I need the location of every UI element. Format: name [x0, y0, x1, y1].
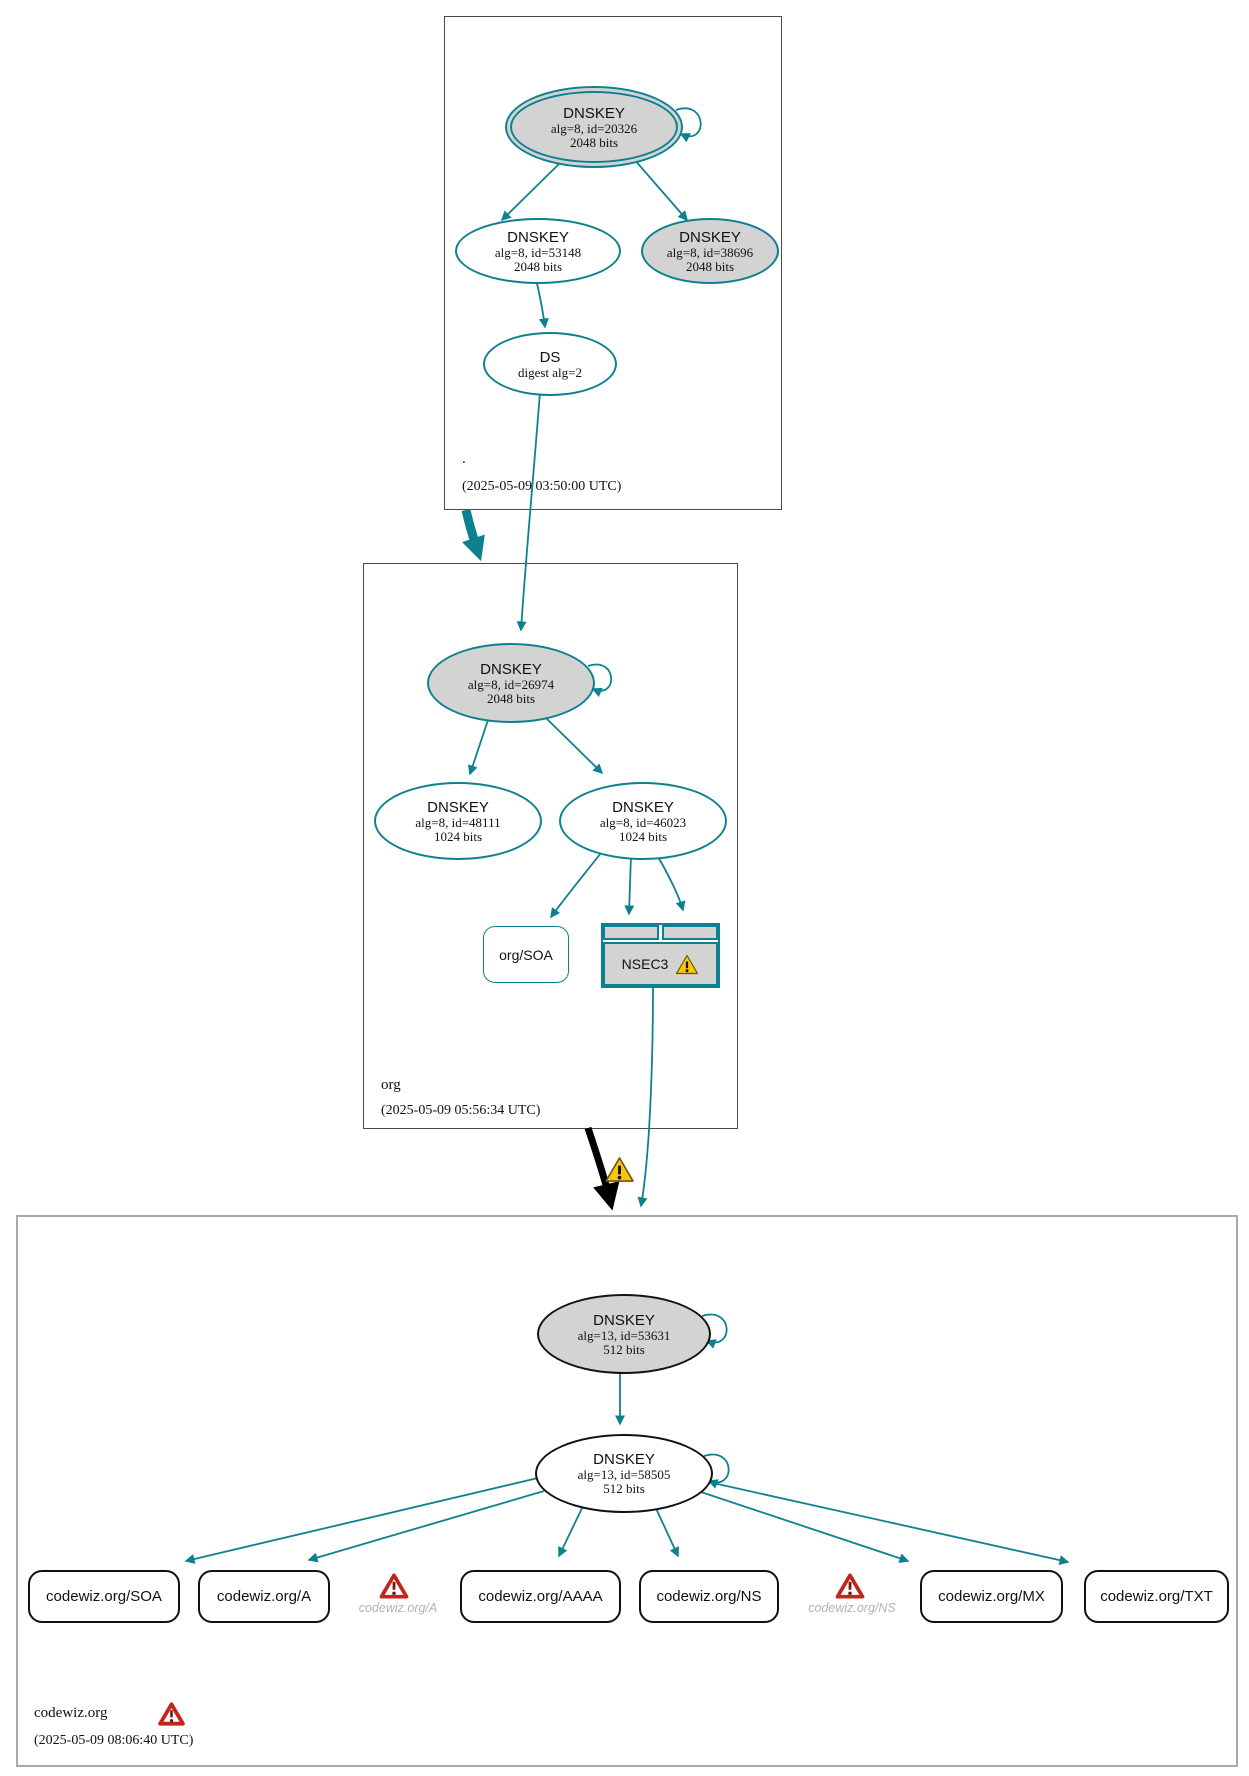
nsec3-cell: [662, 925, 718, 940]
node-title: DNSKEY: [480, 660, 542, 678]
rrset-error-label-a: codewiz.org/A: [358, 1601, 438, 1615]
node-detail: 2048 bits: [569, 134, 619, 150]
node-detail: alg=8, id=38696: [666, 244, 754, 260]
node-title: DNSKEY: [427, 798, 489, 816]
nsec3-label: NSEC3: [621, 956, 669, 972]
rrset-codewiz-ns: codewiz.org/NS: [639, 1570, 779, 1623]
node-detail: alg=8, id=46023: [599, 814, 687, 830]
rrset-codewiz-soa: codewiz.org/SOA: [28, 1570, 180, 1623]
dnskey-node-root-zsk: [455, 218, 621, 284]
zone-timestamp-org: (2025-05-09 05:56:34 UTC): [381, 1103, 541, 1118]
delegation-root-org: [466, 510, 478, 552]
warning-icon: [604, 1156, 635, 1183]
node-detail: alg=8, id=48111: [415, 814, 501, 830]
nsec3-body: [603, 942, 718, 986]
node-title: DNSKEY: [507, 228, 569, 246]
zone-timestamp-codewiz: (2025-05-09 08:06:40 UTC): [34, 1733, 194, 1748]
node-detail: alg=8, id=20326: [550, 120, 638, 136]
warning-icon: [675, 954, 699, 975]
error-icon: [158, 1702, 185, 1726]
dnskey-node-root-key3: [641, 218, 779, 284]
node-detail: alg=13, id=53631: [577, 1327, 671, 1343]
node-detail: 2048 bits: [486, 690, 536, 706]
rrset-codewiz-mx: codewiz.org/MX: [920, 1570, 1063, 1623]
dnskey-node-org-zsk1: [374, 782, 542, 860]
zone-timestamp-root: (2025-05-09 03:50:00 UTC): [462, 479, 622, 494]
node-title: DNSKEY: [612, 798, 674, 816]
ds-node: [483, 332, 617, 396]
nsec3-node: [601, 923, 720, 988]
nsec3-cell: [603, 925, 659, 940]
zone-box-org: [363, 563, 738, 1129]
rrset-org-soa: org/SOA: [483, 926, 569, 983]
dnskey-node-org-zsk2: [559, 782, 727, 860]
dnskey-node-codewiz-zsk: [535, 1434, 713, 1513]
rrset-error-label-ns: codewiz.org/NS: [808, 1601, 896, 1615]
node-detail: 1024 bits: [433, 828, 483, 844]
zone-label-codewiz: codewiz.org: [34, 1705, 108, 1721]
dnskey-node-root-ksk: [505, 86, 683, 168]
dnskey-node-codewiz-ksk: [537, 1294, 711, 1374]
nsec3-header-cells: [603, 925, 718, 940]
node-title: DNSKEY: [563, 104, 625, 122]
node-detail: 512 bits: [603, 1341, 645, 1357]
node-title: DNSKEY: [679, 228, 741, 246]
rrset-codewiz-txt: codewiz.org/TXT: [1084, 1570, 1229, 1623]
rrset-codewiz-aaaa: codewiz.org/AAAA: [460, 1570, 621, 1623]
node-detail: alg=13, id=58505: [577, 1467, 671, 1482]
zone-box-root: [444, 16, 782, 510]
node-detail: 512 bits: [603, 1481, 645, 1496]
node-detail: alg=8, id=26974: [467, 676, 555, 692]
dnskey-node-org-ksk: [427, 643, 595, 723]
zone-label-root: .: [462, 451, 466, 467]
node-detail: digest alg=2: [517, 364, 583, 380]
node-title: DS: [539, 348, 561, 366]
zone-box-codewiz-org: [16, 1215, 1238, 1767]
node-title: DNSKEY: [593, 1311, 655, 1329]
node-detail: 2048 bits: [685, 258, 735, 274]
rrset-codewiz-a: codewiz.org/A: [198, 1570, 330, 1623]
error-icon: [835, 1573, 865, 1599]
node-detail: 1024 bits: [618, 828, 668, 844]
error-icon: [379, 1573, 409, 1599]
zone-label-org: org: [381, 1077, 401, 1093]
node-detail: alg=8, id=53148: [494, 244, 582, 260]
node-detail: 2048 bits: [513, 258, 563, 274]
node-title: DNSKEY: [593, 1451, 655, 1468]
